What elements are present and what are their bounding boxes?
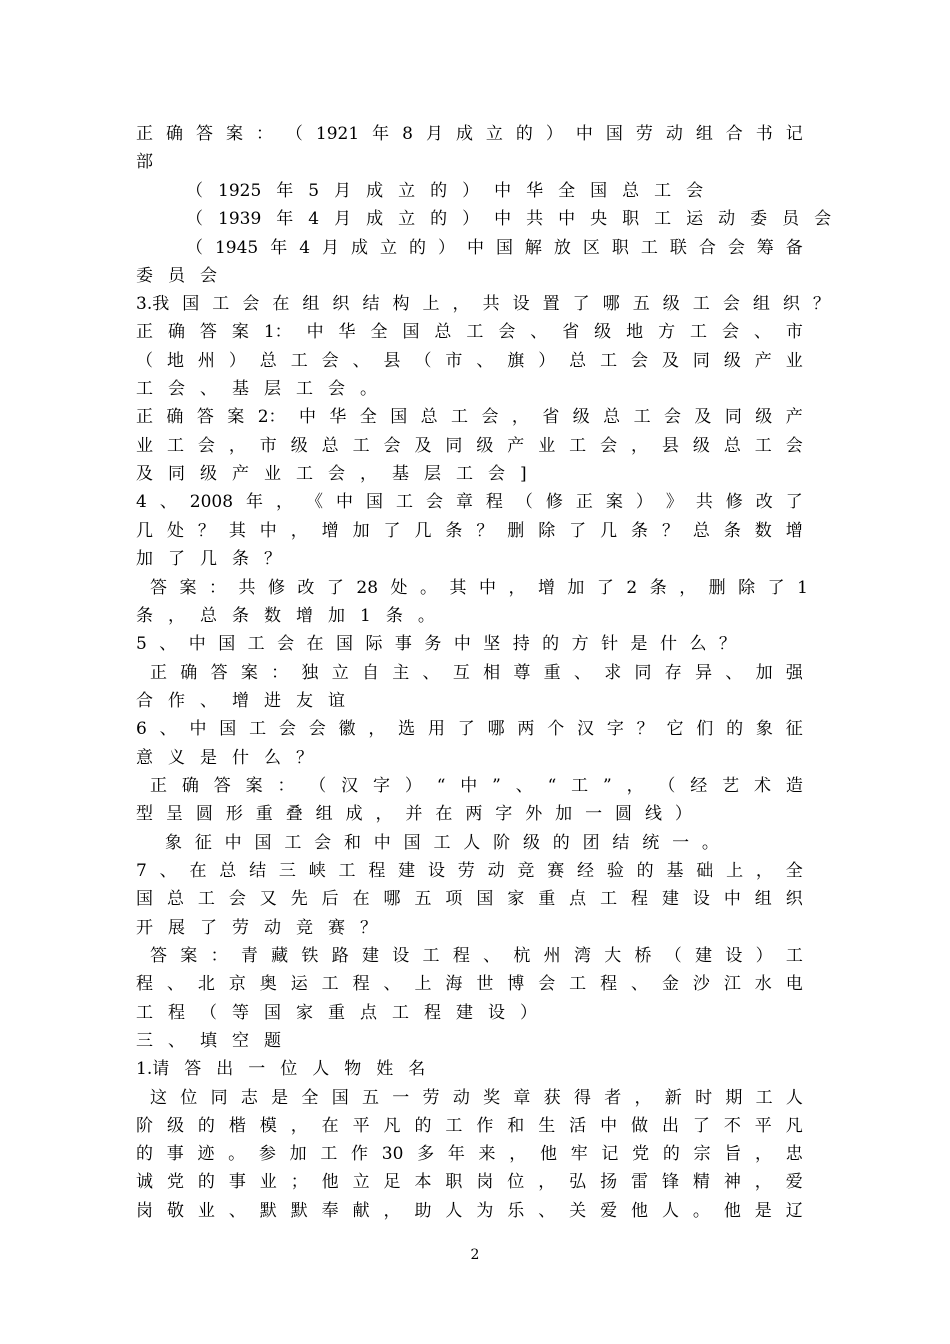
text-line: 条 ， 总 条 数 增 加 1 条 。 <box>136 606 435 626</box>
text-line: 6 、 中 国 工 会 会 徽 ， 选 用 了 哪 两 个 汉 字 ？ 它 们 的 象 征 <box>136 719 803 739</box>
text-line: 正 确 答 案 ： 独 立 自 主 、 互 相 尊 重 、 求 同 存 异 、 加 强 <box>150 663 803 683</box>
text-line: （ 1945 年 4 月 成 立 的 ） 中 国 解 放 区 职 工 联 合 会 筹 备 <box>186 238 803 258</box>
text-line: 答 案 ： 共 修 改 了 28 处 。 其 中 ， 增 加 了 2 条 ， 删 除 了 1 <box>150 578 808 598</box>
text-line: 型 呈 圆 形 重 叠 组 成 ， 并 在 两 字 外 加 一 圆 线 ） <box>136 804 692 824</box>
text-line: 委 员 会 <box>136 266 217 286</box>
page-number: 2 <box>470 1247 480 1263</box>
text-line: 工 程 （ 等 国 家 重 点 工 程 建 设 ） <box>136 1003 537 1023</box>
text-line: （ 1925 年 5 月 成 立 的 ） 中 华 全 国 总 工 会 <box>186 181 704 201</box>
text-line: 5 、 中 国 工 会 在 国 际 事 务 中 坚 持 的 方 针 是 什 么 ？ <box>136 634 736 654</box>
text-line: 3.我 国 工 会 在 组 织 结 构 上 ， 共 设 置 了 哪 五 级 工 会 组 织 ？ <box>136 294 830 314</box>
text-line: 1.请 答 出 一 位 人 物 姓 名 <box>136 1059 426 1079</box>
text-line: （ 1939 年 4 月 成 立 的 ） 中 共 中 央 职 工 运 动 委 员 会 <box>186 209 832 229</box>
text-line: 正 确 答 案 2： 中 华 全 国 总 工 会 ， 省 级 总 工 会 及 同 级 产 <box>136 407 803 427</box>
text-line: 开 展 了 劳 动 竞 赛 ？ <box>136 918 377 938</box>
text-line: 正 确 答 案 ： （ 1921 年 8 月 成 立 的 ） 中 国 劳 动 组 合 书 记 <box>136 124 803 144</box>
text-line: 7 、 在 总 结 三 峡 工 程 建 设 劳 动 竞 赛 经 验 的 基 础 上 ， 全 <box>136 861 803 881</box>
text-line: 答 案 ： 青 藏 铁 路 建 设 工 程 、 杭 州 湾 大 桥 （ 建 设 ） 工 <box>150 946 803 966</box>
text-line: 岗 敬 业 、 默 默 奉 献 ， 助 人 为 乐 、 关 爱 他 人 。 他 是 辽 <box>136 1201 803 1221</box>
text-line: 意 义 是 什 么 ？ <box>136 748 313 768</box>
text-line: 程 、 北 京 奥 运 工 程 、 上 海 世 博 会 工 程 、 金 沙 江 水 电 <box>136 974 803 994</box>
text-line: 的 事 迹 。 参 加 工 作 30 多 年 来 ， 他 牢 记 党 的 宗 旨 ， 忠 <box>136 1144 803 1164</box>
text-line: 阶 级 的 楷 模 ， 在 平 凡 的 工 作 和 生 活 中 做 出 了 不 平 凡 <box>136 1116 803 1136</box>
text-line: （ 地 州 ） 总 工 会 、 县 （ 市 、 旗 ） 总 工 会 及 同 级 产 业 <box>136 351 803 371</box>
text-line: 三 、 填 空 题 <box>136 1031 281 1051</box>
text-line: 工 会 、 基 层 工 会 。 <box>136 379 377 399</box>
text-line: 合 作 、 增 进 友 谊 <box>136 691 345 711</box>
text-line: 加 了 几 条 ？ <box>136 549 281 569</box>
text-line: 业 工 会 ， 市 级 总 工 会 及 同 级 产 业 工 会 ， 县 级 总 工 会 <box>136 436 803 456</box>
text-line: 几 处 ？ 其 中 ， 增 加 了 几 条 ？ 删 除 了 几 条 ？ 总 条 数 增 <box>136 521 803 541</box>
text-line: 部 <box>136 152 153 172</box>
text-line: 4 、 2008 年 ， 《 中 国 工 会 章 程 （ 修 正 案 ） 》 共 修 改 了 <box>136 492 803 512</box>
text-line: 正 确 答 案 ： （ 汉 字 ） “ 中 ” 、 “ 工 ” ， （ 经 艺 术 造 <box>150 776 803 796</box>
text-line: 及 同 级 产 业 工 会 ， 基 层 工 会 ] <box>136 464 527 484</box>
text-line: 诚 党 的 事 业 ； 他 立 足 本 职 岗 位 ， 弘 扬 雷 锋 精 神 ， 爱 <box>136 1172 803 1192</box>
text-line: 正 确 答 案 1： 中 华 全 国 总 工 会 、 省 级 地 方 工 会 、 市 <box>136 322 803 342</box>
text-line: 象 征 中 国 工 会 和 中 国 工 人 阶 级 的 团 结 统 一 。 <box>165 833 719 853</box>
text-line: 国 总 工 会 又 先 后 在 哪 五 项 国 家 重 点 工 程 建 设 中 组 织 <box>136 889 803 909</box>
text-line: 这 位 同 志 是 全 国 五 一 劳 动 奖 章 获 得 者 ， 新 时 期 工 人 <box>150 1088 803 1108</box>
